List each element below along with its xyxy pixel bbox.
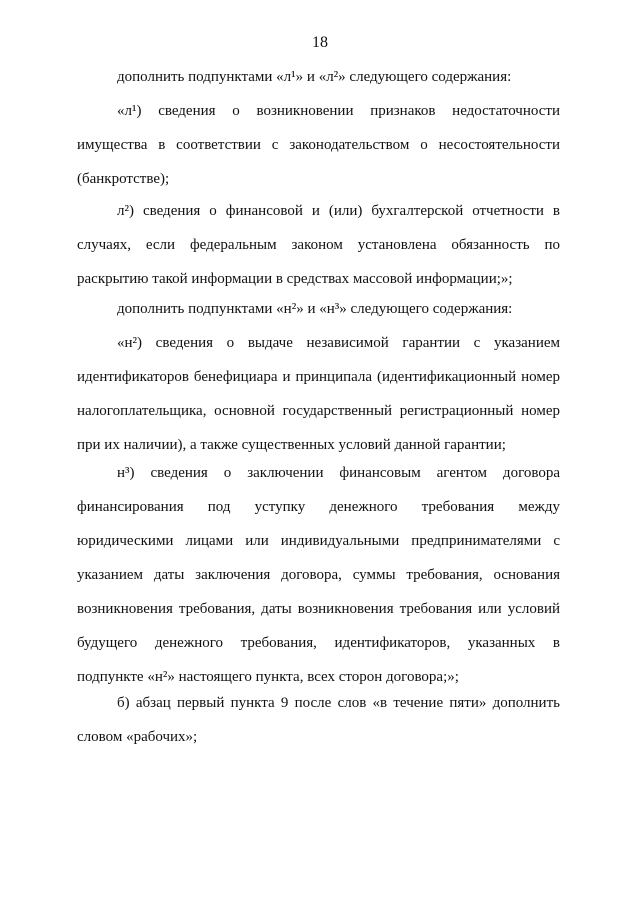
- text-line: имущества в соответствии с законодательством о несостоятельности: [77, 137, 560, 153]
- text-line: финансирования под уступку денежного требования между: [77, 499, 560, 515]
- text-line: (банкротстве);: [77, 171, 170, 187]
- text-line: б) абзац первый пункта 9 после слов «в течение пяти» дополнить: [117, 695, 560, 711]
- paragraph-subitem-n3: [77, 456, 560, 694]
- text-line: юридическими лицами или индивидуальными предпринимателями с: [77, 533, 560, 549]
- text-line: случаях, если федеральным законом установлена обязанность по: [77, 237, 560, 253]
- text-line: раскрытию такой информации в средствах массовой информации;»;: [77, 271, 513, 287]
- text-line: «н²) сведения о выдаче независимой гарантии с указанием: [117, 335, 560, 351]
- text-line: при их наличии), а также существенных условий данной гарантии;: [77, 437, 506, 453]
- text-line: словом «рабочих»;: [77, 729, 198, 745]
- text-line: «л¹) сведения о возникновении признаков недостаточности: [117, 103, 560, 119]
- text-line: налогоплательщика, основной государственный регистрационный номер: [77, 403, 560, 419]
- text-line: подпункте «н²» настоящего пункта, всех сторон договора;»;: [77, 669, 459, 685]
- text-line: н³) сведения о заключении финансовым агентом договора: [117, 465, 560, 481]
- text-line: указанием даты заключения договора, суммы требования, основания: [77, 567, 560, 583]
- text-line: л²) сведения о финансовой и (или) бухгалтерской отчетности в: [117, 203, 560, 219]
- text-line: идентификаторов бенефициара и принципала (идентификационный номер: [77, 369, 560, 385]
- text-line: возникновения требования, даты возникновения требования или условий: [77, 601, 560, 617]
- paragraph-intro-l: [77, 60, 560, 94]
- paragraph-intro-n: [77, 292, 560, 326]
- paragraph-subitem-l2: [77, 194, 560, 296]
- paragraph-subitem-n2: [77, 326, 560, 462]
- page-number: 18: [312, 34, 328, 51]
- paragraph-item-b: [77, 686, 560, 754]
- text-line: дополнить подпунктами «н²» и «н³» следующего содержания:: [117, 301, 513, 317]
- text-line: дополнить подпунктами «л¹» и «л²» следующего содержания:: [117, 69, 512, 85]
- text-line: будущего денежного требования, идентификаторов, указанных в: [77, 635, 560, 651]
- paragraph-subitem-l1: [77, 94, 560, 196]
